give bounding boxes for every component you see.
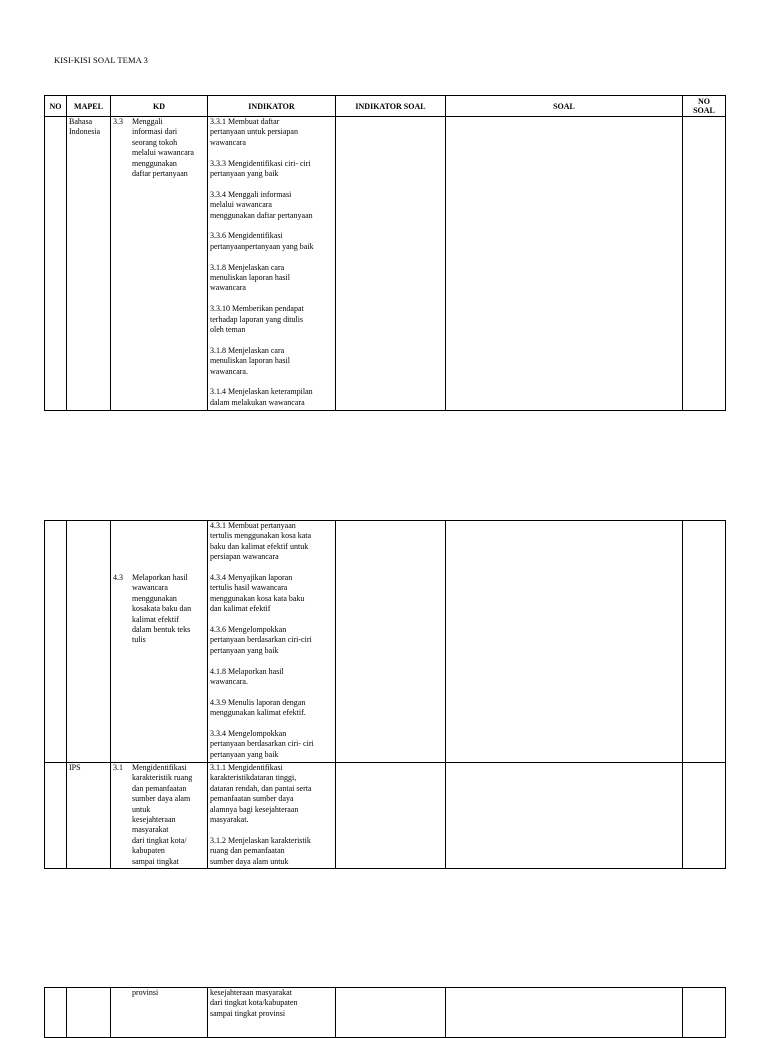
indikator-item: 3.1.2 Menjelaskan karakteristik ruang dan pemanfaatan sumber daya alam untuk [210, 835, 311, 866]
cell-no [45, 988, 67, 1038]
indikator-item: 3.3.4 Mengelompokkan pertanyaan berdasarkan ciri- ciri pertanyaan yang baik [210, 729, 314, 759]
kisi-kisi-table-2 [44, 520, 726, 869]
cell-indikator-soal [336, 763, 446, 869]
cell-no-soal [683, 988, 726, 1038]
cell-indikator-soal [336, 117, 446, 411]
kisi-kisi-table-1 [44, 95, 726, 411]
header-mapel: MAPEL [67, 96, 111, 117]
table-row [45, 117, 726, 411]
kd-number: 4.3 [113, 573, 123, 582]
indikator-item: 3.3.4 Menggali informasi melalui wawancara menggunakan daftar pertanyaan [210, 189, 313, 220]
cell-indikator [208, 521, 336, 763]
kd-number: 3.3 [113, 117, 123, 126]
header-indikator-soal: INDIKATOR SOAL [336, 96, 446, 117]
document-title: KISI-KISI SOAL TEMA 3 [54, 55, 148, 65]
cell-no [45, 521, 67, 763]
cell-no-soal [683, 117, 726, 411]
indikator-item: 3.3.1 Membuat daftar pertanyaan untuk persiapan wawancara [210, 117, 298, 147]
indikator-item: 4.1.8 Melaporkan hasil wawancara. [210, 666, 284, 687]
cell-indikator [208, 117, 336, 411]
cell-soal [446, 521, 683, 763]
header-row [45, 96, 726, 117]
kd-number: 3.1 [113, 763, 123, 772]
header-no: NO [45, 96, 67, 117]
indikator-item: 3.1.8 Menjelaskan cara menuliskan laporan hasil wawancara [210, 262, 290, 293]
cell-soal [446, 763, 683, 869]
indikator-item: 4.3.6 Mengelompokkan pertanyaan berdasarkan ciri-ciri pertanyaan yang baik [210, 625, 312, 655]
cell-soal [446, 117, 683, 411]
header-no-soal: NO SOAL [683, 96, 726, 117]
table-row [45, 763, 726, 869]
table-row [45, 988, 726, 1038]
cell-indikator [208, 763, 336, 869]
cell-no [45, 117, 67, 411]
cell-no-soal [683, 763, 726, 869]
cell-mapel: IPS [67, 763, 111, 869]
cell-kd [111, 521, 208, 763]
cell-indikator-soal [336, 521, 446, 763]
indikator-item: 4.3.9 Menulis laporan dengan menggunakan kalimat efektif. [210, 697, 306, 718]
cell-kd [111, 117, 208, 411]
indikator-item: 4.3.4 Menyajikan laporan tertulis hasil wawancara menggunakan kosa kata baku dan kalimat efektif [210, 573, 305, 614]
cell-kd [111, 763, 208, 869]
kisi-kisi-table-3 [44, 987, 726, 1038]
cell-no-soal [683, 521, 726, 763]
indikator-item: 3.1.8 Menjelaskan cara menuliskan laporan hasil wawancara. [210, 345, 290, 376]
indikator-item: 3.3.6 Mengidentifikasi pertanyaanpertanyaan yang baik [210, 231, 314, 251]
cell-mapel [67, 521, 111, 763]
cell-no [45, 763, 67, 869]
header-indikator: INDIKATOR [208, 96, 336, 117]
kd-text: provinsi [132, 988, 159, 997]
indikator-item: 4.3.1 Membuat pertanyaan tertulis menggunakan kosa kata baku dan kalimat efektif untuk persiapan wawancara [210, 521, 312, 562]
kd-text: Melaporkan hasil wawancara menggunakan kosakata baku dan kalimat efektif dalam bentuk teks tulis [132, 573, 192, 645]
indikator-item: 3.3.3 Mengidentifikasi ciri- ciri pertanyaan yang baik [210, 158, 311, 179]
indikator-item: 3.3.10 Memberikan pendapat terhadap laporan yang ditulis oleh teman [210, 304, 304, 335]
kd-text: Menggali informasi dari seorang tokoh melalui wawancara menggunakan daftar pertanyaan [132, 117, 194, 179]
kd-text: Mengidentifikasi karakteristik ruang dan pemanfaatan sumber daya alam untuk kesejahteraan masyarakat dari tingkat kota/ kabupaten sampai tingkat [132, 763, 193, 866]
header-kd: KD [111, 96, 208, 117]
cell-indikator-soal [336, 988, 446, 1038]
cell-mapel [67, 988, 111, 1038]
indikator-item: 3.1.4 Menjelaskan keterampilan dalam melakukan wawancara [210, 387, 313, 407]
indikator-item: 3.1.1 Mengidentifikasi karakteristikdataran tinggi, dataran rendah, dan pantai serta pemanfaatan sumber daya alamnya bagi kesejahteraan masyarakat. [210, 763, 312, 825]
cell-soal [446, 988, 683, 1038]
header-soal: SOAL [446, 96, 683, 117]
cell-kd [111, 988, 208, 1038]
cell-indikator: kesejahteraan masyarakat dari tingkat kota/kabupaten sampai tingkat provinsi [208, 988, 336, 1038]
table-row [45, 521, 726, 763]
cell-mapel: Bahasa Indonesia [67, 117, 111, 411]
